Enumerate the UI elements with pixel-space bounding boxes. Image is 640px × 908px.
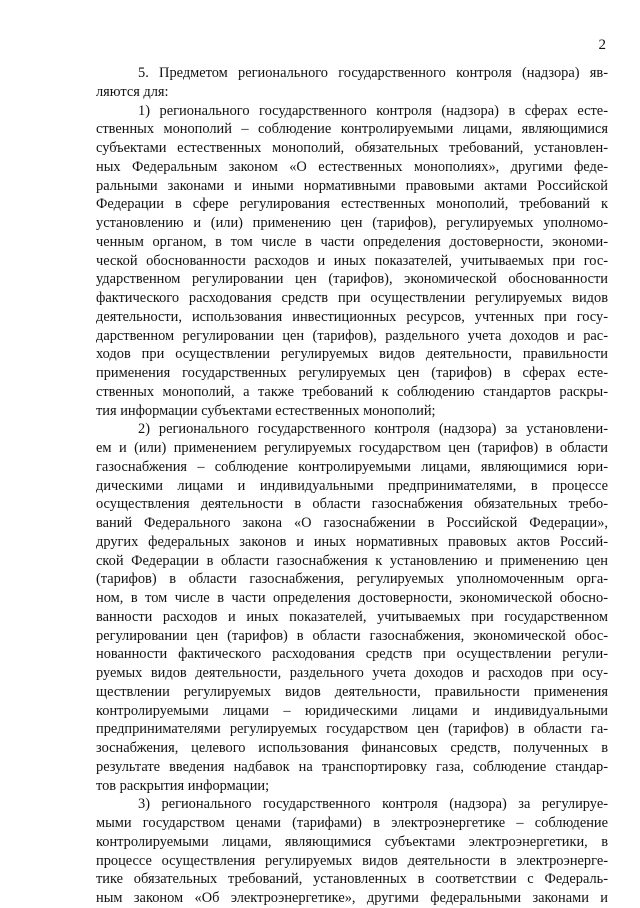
text-line: ществлении регулируемых видов деятельности, правильности применения: [96, 683, 608, 700]
text-line: ченным органом, в том числе в части определения достоверности, экономи-: [96, 233, 608, 250]
text-line: ваний Федерального закона «О газоснабжении в Российской Федерации»,: [96, 515, 608, 531]
text-line: нованности фактического расходования средств при осуществлении регули-: [96, 646, 608, 663]
text-line: ным законом «Об электроэнергетике», другими федеральными законами и: [96, 890, 608, 906]
text-line: тике обязательных требований, установленных в соответствии с Федераль-: [96, 871, 608, 888]
text-line: 3) регионального государственного контроля (надзора) за регулируе-: [138, 796, 608, 813]
text-line: тия информации субъектами естественных монополий;: [96, 402, 436, 419]
text-line: дарственном регулировании цен (тарифов), раздельного учета доходов и рас-: [96, 327, 608, 344]
text-line: руемых видов деятельности, раздельного учета доходов и расходов при осу-: [96, 665, 608, 681]
text-line: применения государственных регулируемых цен (тарифов) в сферах есте-: [96, 365, 608, 381]
text-line: 1) регионального государственного контроля (надзора) в сферах есте-: [138, 102, 608, 119]
list-item-3: [96, 795, 608, 908]
document-body: [96, 64, 608, 908]
paragraph-5: [96, 64, 608, 102]
text-line: результате введения надбавок на транспортировку газа, соблюдение стандар-: [96, 758, 608, 775]
text-line: предпринимателями регулируемых государством цен (тарифов) в области га-: [96, 721, 608, 738]
text-line: регулировании цен (тарифов) в области газоснабжения, экономической обос-: [96, 627, 608, 644]
text-line: субъектами естественных монополий, обязательных требований, установлен-: [96, 140, 608, 156]
text-line: ляются для:: [96, 83, 169, 100]
text-line: зоснабжения, целевого использования финансовых средств, полученных в: [96, 740, 608, 756]
text-line: ем и (или) применением регулируемых государством цен (тарифов) в области: [96, 440, 608, 456]
text-line: осуществления деятельности в области газоснабжения обязательных требо-: [96, 496, 608, 513]
text-line: ванности расходов и иных показателей, учитываемых при государственном: [96, 608, 608, 625]
text-line: ходов при осуществлении регулируемых видов деятельности, правильности: [96, 346, 608, 363]
text-line: деятельности, использования инвестиционных ресурсов, учтенных при госу-: [96, 308, 608, 325]
text-line: контролируемыми лицами – юридическими лицами и индивидуальными: [96, 702, 608, 719]
text-line: ственных монополий – соблюдение контролируемыми лицами, являющимися: [96, 121, 608, 138]
text-line: ческой обоснованности расходов и иных показателей, учитываемых при гос-: [96, 252, 608, 269]
text-line: ных Федеральным законом «О естественных монополиях», другими феде-: [96, 158, 608, 175]
text-line: контролируемыми лицами, являющимися субъектами электроэнергетики, в: [96, 833, 608, 850]
text-line: тов раскрытия информации;: [96, 777, 270, 794]
text-line: мыми государством ценами (тарифами) в электроэнергетике – соблюдение: [96, 815, 608, 831]
text-line: ственных монополий, а также требований к соблюдению стандартов раскры-: [96, 383, 608, 400]
text-line: 5. Предметом регионального государственного контроля (надзора) яв-: [138, 65, 608, 81]
text-line: (тарифов) в области газоснабжения, регулируемых уполномоченным орга-: [96, 571, 608, 588]
text-line: других федеральных законов и иных нормативных правовых актов Россий-: [96, 533, 608, 550]
text-line: Федерации в сфере регулирования естественных монополий, требований к: [96, 196, 608, 213]
text-line: ударственном регулировании цен (тарифов), экономической обоснованности: [96, 271, 608, 288]
page-number: 2: [598, 37, 606, 53]
list-item-1: [96, 102, 608, 421]
list-item-2: [96, 420, 608, 795]
text-line: ном, в том числе в части определения достоверности, экономической обосно-: [96, 590, 608, 606]
text-line: 2) регионального государственного контроля (надзора) за установлени-: [138, 421, 608, 438]
text-line: ральными законами и иными нормативными правовыми актами Российской: [96, 177, 608, 194]
text-line: установлению и (или) применению цен (тарифов), регулируемых уполномо-: [96, 215, 608, 231]
text-line: газоснабжения – соблюдение контролируемыми лицами, являющимися юри-: [96, 458, 608, 475]
text-line: ской Федерации в области газоснабжения к установлению и применению цен: [96, 552, 608, 569]
text-line: дическими лицами и индивидуальными предпринимателями, в процессе: [96, 477, 608, 494]
text-line: фактического расходования средств при осуществлении регулируемых видов: [96, 290, 608, 306]
text-line: процессе осуществления регулируемых видов деятельности в электроэнерге-: [96, 852, 608, 869]
